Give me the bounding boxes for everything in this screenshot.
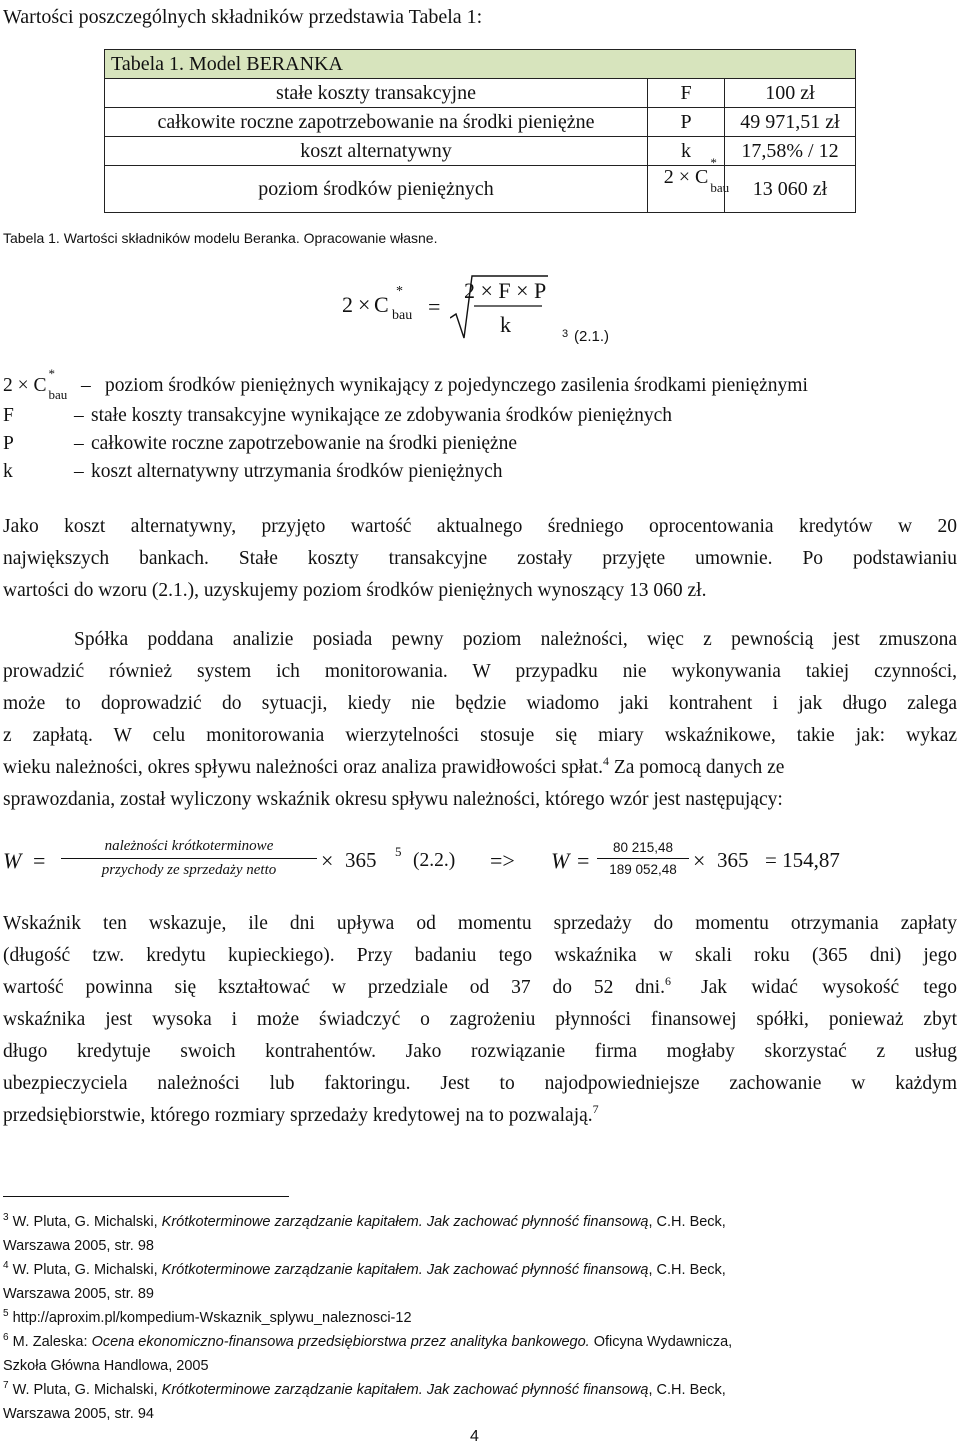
dash: – bbox=[74, 405, 84, 426]
footnote-text: , C.H. Beck, bbox=[648, 1214, 726, 1230]
formula-lhs-sup: * bbox=[396, 284, 403, 299]
definition-item bbox=[3, 366, 957, 405]
paragraph-line bbox=[3, 1100, 957, 1132]
table-cell-value: 13 060 zł bbox=[725, 166, 856, 213]
dash: – bbox=[74, 433, 84, 454]
table-cell-label: poziom środków pieniężnych bbox=[105, 166, 648, 213]
times-symbol: × bbox=[693, 848, 706, 873]
footnote-ref: 7 bbox=[592, 1102, 599, 1116]
equals-symbol: = bbox=[428, 294, 441, 319]
definition-item bbox=[3, 461, 957, 489]
table-cell-label: stałe koszty transakcyjne bbox=[105, 79, 648, 108]
footnote-text: M. Zaleska: bbox=[12, 1334, 92, 1350]
footnote bbox=[3, 1378, 957, 1426]
footnote-text: W. Pluta, G. Michalski, bbox=[12, 1262, 162, 1278]
paragraph-text: wartość powinna się kształtować w przedziale od 37 do 52 dni.$^6$ bbox=[3, 974, 671, 998]
table-cell-label: koszt alternatywny bbox=[105, 137, 648, 166]
formula-label: (2.1.) bbox=[574, 328, 610, 345]
table-row bbox=[105, 79, 856, 108]
paragraph-text: wieku należności, okres spływu należności oraz analiza prawidłowości spłat. bbox=[3, 757, 603, 778]
footnote-number: 6 bbox=[3, 1332, 9, 1343]
equals-symbol: = bbox=[33, 848, 46, 873]
footnote-text: W. Pluta, G. Michalski, bbox=[12, 1382, 162, 1398]
formula-numerator: 2 × F × P bbox=[464, 278, 547, 303]
fraction-numerator: należności krótkoterminowe bbox=[61, 838, 317, 859]
table-cell-symbol: k bbox=[648, 137, 725, 166]
definition-text: stałe koszty transakcyjne wynikające ze zdobywania środków pieniężnych bbox=[91, 405, 672, 426]
formula-lhs-sub: bau bbox=[392, 308, 413, 323]
paragraph-line: Jako koszt alternatywny, przyjęto wartość aktualnego średniego oprocentowania kredytów w 20 bbox=[3, 516, 957, 537]
times-symbol: × bbox=[358, 292, 371, 317]
paragraph-line bbox=[3, 972, 957, 1004]
formula-days: 365 bbox=[345, 848, 377, 872]
footnote-text: Warszawa 2005, str. 94 bbox=[3, 1406, 154, 1422]
table-row bbox=[105, 166, 856, 213]
paragraph-line: największych bankach. Stałe koszty transakcyjne zostały przyjęte umownie. Po podstawianiu bbox=[3, 548, 957, 569]
paragraph-line: ubezpieczyciela należności lub faktoringu. Jest to najodpowiedniejsze zachowanie w każdym bbox=[3, 1073, 957, 1094]
paragraph-line: (długość tzw. kredytu kupieckiego). Przy badaniu tego wskaźnika w skali roku (365 dni) jego bbox=[3, 945, 957, 966]
table-cell-value: 100 zł bbox=[725, 79, 856, 108]
fraction bbox=[61, 838, 317, 879]
paragraph-line: prowadzić również system ich monitorowania. W przypadku nie wykonywania takiej czynności, bbox=[3, 661, 957, 682]
definition-item bbox=[3, 433, 957, 461]
formula-lhs-var: C bbox=[374, 292, 389, 317]
footnote-separator bbox=[3, 1196, 289, 1197]
table-row bbox=[105, 108, 856, 137]
definitions bbox=[3, 366, 957, 489]
fraction-denominator: przychody ze sprzedaży netto bbox=[101, 862, 277, 878]
footnote-text: , C.H. Beck, bbox=[648, 1262, 726, 1278]
footnote-ref: 6 bbox=[664, 974, 671, 988]
paragraph-line bbox=[3, 752, 957, 784]
paragraph-line: z zapłatą. W celu monitorowania wierzytelności stosuje się miary wskaźnikowe, takie jak: wykaz bbox=[3, 725, 957, 746]
paragraph-text: Za pomocą danych ze bbox=[608, 757, 785, 778]
footnote bbox=[3, 1306, 957, 1330]
intro-text: Wartości poszczególnych składników przedstawia Tabela 1: bbox=[3, 6, 483, 28]
table-caption: Tabela 1. Wartości składników modelu Beranka. Opracowanie własne. bbox=[3, 230, 438, 246]
paragraph-line: sprawozdania, został wyliczony wskaźnik okresu spływu należności, którego wzór jest następujący: bbox=[3, 789, 783, 810]
paragraph-line: długo kredytuje swoich kontrahentów. Jako rozwiązanie firma mogłaby skorzystać z usług bbox=[3, 1041, 957, 1062]
model-table bbox=[104, 49, 856, 213]
formula-label: (2.2.) bbox=[413, 850, 456, 871]
definition-text: całkowite roczne zapotrzebowanie na środki pieniężne bbox=[91, 433, 518, 454]
formula-w: W bbox=[551, 848, 570, 873]
table-cell-value: 49 971,51 zł bbox=[725, 108, 856, 137]
footnote-ref: 3 bbox=[562, 328, 569, 340]
paragraph-text: Jak widać wysokość tego bbox=[701, 977, 957, 998]
table-cell-symbol: F bbox=[648, 79, 725, 108]
paragraph-line: Wskaźnik ten wskazuje, ile dni upływa od momentu sprzedaży do momentu otrzymania zapłaty bbox=[3, 913, 957, 934]
definition-item bbox=[3, 405, 957, 433]
page-number: 4 bbox=[470, 1428, 479, 1445]
definition-text: poziom środków pieniężnych wynikający z pojedynczego zasilenia środkami pieniężnymi bbox=[105, 375, 808, 396]
footnote-text: W. Pluta, G. Michalski, bbox=[12, 1214, 162, 1230]
paragraph-line: może to doprowadzić do sytuacji, kiedy nie będzie wiadomo jaki kontrahent i jak długo zalega bbox=[3, 693, 957, 714]
footnote-text: Warszawa 2005, str. 89 bbox=[3, 1286, 154, 1302]
formula-lhs-coef: 2 bbox=[342, 292, 353, 317]
formula-w: W bbox=[3, 848, 22, 873]
definition-text: koszt alternatywny utrzymania środków pieniężnych bbox=[91, 461, 503, 482]
footnote-title: Krótkoterminowe zarządzanie kapitałem. Jak zachować płynność finansową bbox=[161, 1382, 649, 1398]
footnote bbox=[3, 1330, 957, 1378]
footnote-text: Szkoła Główna Handlowa, 2005 bbox=[3, 1358, 209, 1374]
arrow-symbol: => bbox=[490, 848, 515, 873]
times-symbol: × bbox=[321, 848, 334, 873]
paragraph-line: wartości do wzoru (2.1.), uzyskujemy poziom środków pieniężnych wynoszący 13 060 zł. bbox=[3, 580, 707, 601]
paragraph-line: Spółka poddana analizie posiada pewny poziom należności, więc z pewnością jest zmuszona bbox=[74, 629, 957, 650]
paragraph-line: wskaźnika jest wysoka i może świadczyć o zagrożeniu płynności finansowej spółki, ponieważ zbyt bbox=[3, 1009, 957, 1030]
footnote-text: Warszawa 2005, str. 98 bbox=[3, 1238, 154, 1254]
footnote-ref: 5 bbox=[395, 844, 402, 859]
footnote bbox=[3, 1210, 957, 1258]
definition-symbol: P bbox=[3, 433, 14, 454]
footnote-title: Ocena ekonomiczno-finansowa przedsiębiorstwa przez analityka bankowego. bbox=[91, 1334, 590, 1350]
formula-receivables bbox=[3, 836, 957, 892]
footnote-title: Krótkoterminowe zarządzanie kapitałem. Jak zachować płynność finansową bbox=[161, 1262, 649, 1278]
fraction bbox=[597, 840, 689, 877]
table-row bbox=[105, 137, 856, 166]
equals-symbol: = bbox=[577, 848, 590, 873]
footnote-text: Oficyna Wydawnicza, bbox=[589, 1334, 733, 1350]
footnote-ref: 4 bbox=[602, 754, 609, 768]
definition-symbol: F bbox=[3, 405, 14, 426]
table-cell-label: całkowite roczne zapotrzebowanie na środki pieniężne bbox=[105, 108, 648, 137]
footnote bbox=[3, 1258, 957, 1306]
fraction-denominator: 189 052,48 bbox=[609, 862, 677, 877]
formula-days: 365 bbox=[717, 848, 749, 872]
dash: – bbox=[81, 375, 91, 396]
footnote-link[interactable]: http://aproxim.pl/kompedium-Wskaznik_splywu_naleznosci-12 bbox=[12, 1310, 412, 1326]
dash: – bbox=[74, 461, 84, 482]
fraction-numerator: 80 215,48 bbox=[597, 840, 689, 859]
footnote-title: Krótkoterminowe zarządzanie kapitałem. Jak zachować płynność finansową bbox=[161, 1214, 649, 1230]
table-cell-symbol: 2 × C * bau bbox=[648, 166, 725, 213]
formula-beranka bbox=[340, 272, 670, 352]
formula-denominator: k bbox=[500, 312, 511, 337]
footnote-number: 7 bbox=[3, 1380, 9, 1391]
table-cell-value: 17,58% / 12 bbox=[725, 137, 856, 166]
footnote-number: 3 bbox=[3, 1212, 9, 1223]
paragraph-text: przedsiębiorstwie, którego rozmiary sprzedaży kredytowej na to pozwalają. bbox=[3, 1105, 593, 1126]
footnote-number: 4 bbox=[3, 1260, 9, 1271]
footnote-number: 5 bbox=[3, 1308, 9, 1319]
formula-result: = 154,87 bbox=[765, 848, 840, 872]
footnote-text: , C.H. Beck, bbox=[648, 1382, 726, 1398]
definition-symbol: k bbox=[3, 461, 13, 482]
table-title: Tabela 1. Model BERANKA bbox=[105, 50, 856, 79]
definition-symbol: 2 × C * bau bbox=[3, 366, 68, 402]
table-cell-symbol: P bbox=[648, 108, 725, 137]
